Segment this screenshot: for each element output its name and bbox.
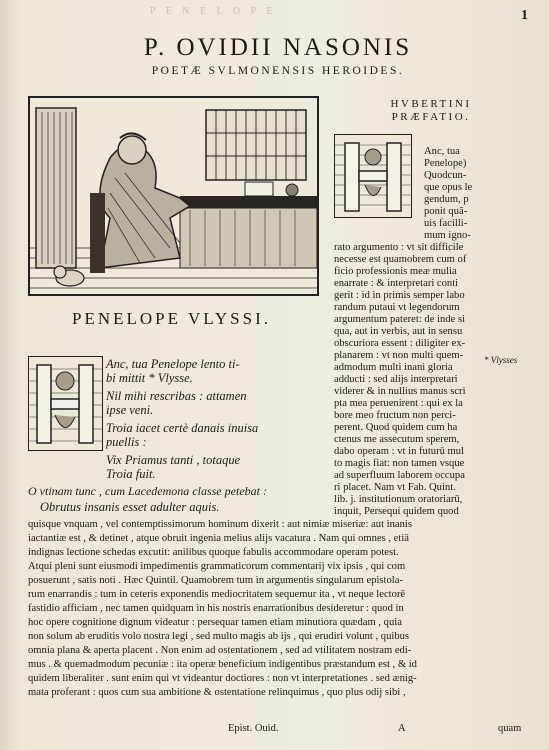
preface-line: mum igno-: [424, 230, 471, 241]
body-line: Atqui pleni sunt eiusmodi impedimentis grammaticorum commentarij vix ipsis , qui com: [28, 561, 406, 572]
preface-line: viderer & in nullius manus scri: [334, 386, 466, 397]
body-line: posuerunt , satis noti . Hæc Quintil. Quamobrem tum in argumentis singularum epistola-: [28, 575, 403, 586]
footer-title: Epist. Ouid.: [228, 723, 279, 734]
body-line: omnia plana & aperta placent . Non enim ad ostentationem , sed ad vtilitatem nostram edi-: [28, 645, 412, 656]
poem-line: ipse veni.: [106, 403, 154, 417]
preface-line: bore meo fructum non perci-: [334, 410, 456, 421]
page-title: P. OVIDII NASONIS: [143, 34, 413, 61]
preface-line: rato argumento : vt sit difficile: [334, 242, 464, 253]
woodcut-illustration: [28, 96, 319, 296]
poem-line: Anc, tua Penelope lento ti-: [106, 357, 240, 371]
catchword: quam: [498, 723, 522, 734]
preface-heading-line-1: HVBERTINI: [390, 98, 472, 110]
preface-line: ponit quã-: [424, 206, 468, 217]
preface-heading-line-2: PRÆFATIO.: [391, 111, 471, 123]
body-line: mata proferant : quos cum sua ambitione & ostentatione relinquimus , quo plus odij sibi ,: [28, 687, 406, 698]
body-line: hoc opere cognitione dignum videatur : persequar tamen etiam minutiora quædam , quia: [28, 617, 402, 628]
woodcut-caption: PENELOPE VLYSSI.: [72, 309, 271, 328]
preface-line: inquit, Persequi quidem quod: [334, 506, 459, 517]
preface-line: obscuriora essent : diligiter ex-: [334, 338, 466, 349]
preface-line: que opus le: [424, 182, 473, 193]
poem-line: bi mittit * Vlysse.: [106, 371, 193, 385]
body-line: rum enarrandis : tum in ceteris exponendis mediocritatem sequemur ita , vt neque lectorē: [28, 589, 406, 600]
page-number: 1: [521, 8, 528, 23]
poem-line: Troia fuit.: [106, 467, 156, 481]
poem-line: Obrutus insanis esset adulter aquis.: [40, 500, 220, 514]
preface-line: necesse est quamobrem cum of: [334, 254, 467, 265]
decorated-initial-h-preface: [334, 134, 412, 218]
preface-line: gendum, p: [424, 194, 469, 205]
body-line: fastidio afficiam , nec tamen quidquam in his nostris enarrationibus desideretur : quod in: [28, 603, 404, 614]
body-line: non solum ab eruditis volo nostra legi , sed multo magis ab ijs , qui erudiri volunt , quibus: [28, 631, 410, 642]
poem-line: O vtinam tunc , cum Lacedemona classe petebat :: [28, 484, 267, 498]
preface-line: ctenus me assecutum sperem,: [334, 434, 460, 445]
preface-line: adducti : sed alijs interpretari: [334, 374, 458, 385]
show-through-text: P E N E L O P E: [150, 6, 277, 17]
preface-line: ad superfluum laborem occupa: [334, 470, 465, 481]
body-line: mus . & quemadmodum pecuniæ : ita operæ beneficium indigentibus præstandum est , & id: [28, 659, 417, 670]
body-line: indignas lectione schedas excutit: anilibus quoque fabulis accommodare operam potest.: [28, 547, 399, 558]
preface-line: to magis fiat: non tamen vsque: [334, 458, 465, 469]
body-line: quisque vnquam , vel contemptissimorum hominum dixerit : aut nimiæ miseriæ: aut inanis: [28, 519, 412, 530]
preface-line: Penelope): [424, 158, 467, 169]
preface-line: ficio professionis meæ mulia: [334, 266, 457, 277]
preface-line: argumentum pateret: de inde si: [334, 314, 466, 325]
poem-line: Troia iacet certè danais inuisa: [106, 421, 259, 435]
preface-line: ri placet. Nam vt Fab. Quint.: [334, 482, 456, 493]
preface-line: Quodcun-: [424, 170, 467, 181]
preface-line: Anc, tua: [424, 146, 460, 157]
preface-line: planarem : vt non multi quem-: [334, 350, 464, 361]
signature-mark: A: [398, 723, 406, 734]
poem-line: Vix Priamus tanti , totaque: [106, 453, 241, 467]
preface-line: uis facilli-: [424, 218, 468, 229]
preface-line: admodum multi inani gloria: [334, 362, 453, 373]
margin-note: * Vlysses: [484, 355, 518, 365]
preface-line: qua, aut in verbis, aut in sensu: [334, 326, 463, 337]
page-subtitle: POETÆ SVLMONENSIS HEROIDES.: [151, 65, 405, 77]
preface-line: pta mea peruenirent : qui ex la: [334, 398, 463, 409]
preface-line: perent. Quod quidem cum ha: [334, 422, 458, 433]
preface-line: lib. j. institutionum oratoriarū,: [334, 494, 463, 505]
body-line: iactantiæ est , & detinet , atque obruit ingenia melius alijs vacatura . Nam qui omnes , etiā: [28, 533, 409, 544]
preface-line: gerit : id in primis semper labo: [334, 290, 465, 301]
body-line: quidem liberaliter . sunt enim qui vt videantur doctiores : non vt interpretationes . sed ænig-: [28, 673, 417, 684]
preface-line: randum putaui vt legendorum: [334, 302, 460, 313]
preface-line: dabo operam : vt in futurū mul: [334, 446, 465, 457]
poem-line: puellis :: [106, 435, 147, 449]
preface-line: enarrate : & interpretari conti: [334, 278, 459, 289]
poem-line: Nil mihi rescribas : attamen: [106, 389, 247, 403]
decorated-initial-h-poem: [28, 356, 103, 451]
